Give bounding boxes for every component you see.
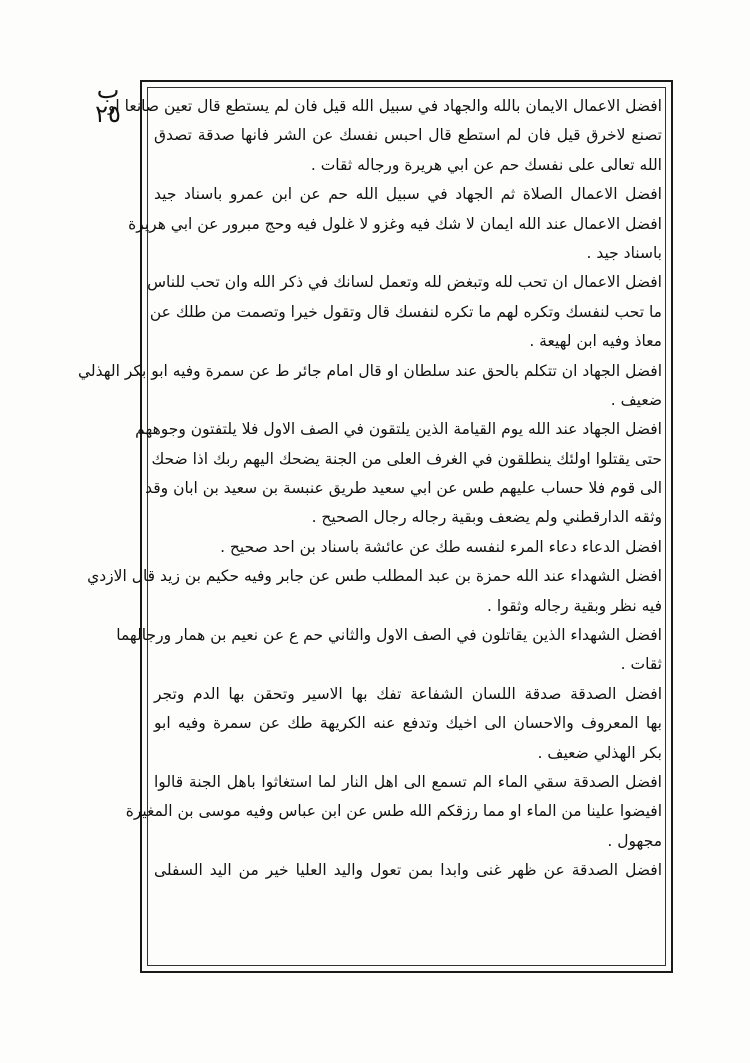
text-line: الله تعالى على نفسك حم عن ابي هريرة ورجاله ثقات . <box>310 155 662 174</box>
text-line: مجهول . <box>607 831 662 850</box>
text-line: افضل الاعمال ان تحب لله وتبغض لله وتعمل لسانك في ذكر الله وان تحب للناس <box>147 273 662 292</box>
text-line: ضعيف . <box>610 390 662 409</box>
text-line: افضل الشهداء عند الله حمزة بن عبد المطلب طس عن جابر وفيه حكيم بن زيد قال الازدي <box>87 567 662 586</box>
text-line: بها المعروف والاحسان الى اخيك وتدفع عنه الكريهة طك عن سمرة وفيه ابو <box>154 714 662 733</box>
text-line: افضل الاعمال الصلاة ثم الجهاد في سبيل الله حم عن ابن عمرو باسناد جيد <box>154 185 662 204</box>
text-line: افضل الصدقة صدقة اللسان الشفاعة تفك بها الاسير وتحقن بها الدم وتجر <box>154 684 662 703</box>
text-line: افضل الجهاد ان تتكلم بالحق عند سلطان او قال امام جائر ط عن سمرة وفيه ابو بكر الهذلي <box>77 361 662 380</box>
text-line: افضل الاعمال الايمان بالله والجهاد في سبيل الله قيل فان لم يستطع قال تعين صانعا او <box>107 97 662 115</box>
text-line: بكر الهذلي ضعيف . <box>537 743 662 762</box>
text-line: افضل الشهداء الذين يقاتلون في الصف الاول والثاني حم ع عن نعيم بن همار ورجالهما <box>116 626 662 645</box>
text-line: فيه نظر وبقية رجاله وثقوا . <box>487 596 662 615</box>
text-line: افضل الصدقة سقي الماء الم تسمع الى اهل النار لما استغاثوا باهل الجنة قالوا <box>154 772 662 791</box>
text-line: ثقات . <box>620 655 662 674</box>
text-line: باسناد جيد . <box>586 243 662 262</box>
text-line: ما تحب لنفسك وتكره لهم ما تكره لنفسك قال وتقول خيرا وتصمت من طلك عن <box>149 302 662 321</box>
text-line: وثقه الدارقطني ولم يضعف وبقية رجاله رجال الصحيح . <box>311 508 662 527</box>
text-line: حتى يقتلوا اولئك ينطلقون في الغرف العلى من الجنة يضحك اليهم ربك اذا ضحك <box>151 449 662 468</box>
text-line: افضل الجهاد عند الله يوم القيامة الذين يلتقون في الصف الاول فلا يلتفتون وجوههم <box>135 420 662 439</box>
text-line: افيضوا علينا من الماء او مما رزقكم الله طس عن ابن عباس وفيه موسى بن المغيرة <box>125 802 662 821</box>
text-line: افضل الاعمال عند الله ايمان لا شك فيه وغزو لا غلول فيه وحج مبرور عن ابي هريرة <box>128 214 662 233</box>
text-line: افضل الصدقة عن ظهر غنى وابدا بمن تعول واليد العليا خير من اليد السفلى <box>154 861 662 880</box>
folio-number: ب ٢٥ <box>95 76 121 128</box>
text-line: افضل الدعاء دعاء المرء لنفسه طك عن عائشة باسناد بن احد صحيح . <box>220 537 662 556</box>
text-line: معاذ وفيه ابن لهيعة . <box>529 332 662 351</box>
text-line: تصنع لاخرق قيل فان لم استطع قال احبس نفسك عن الشر فانها صدقة تصدق <box>154 126 662 145</box>
text-line: الى قوم فلا حساب عليهم طس عن ابي سعيد طريق عنبسة بن سعيد بن ابان وقد <box>145 479 662 498</box>
